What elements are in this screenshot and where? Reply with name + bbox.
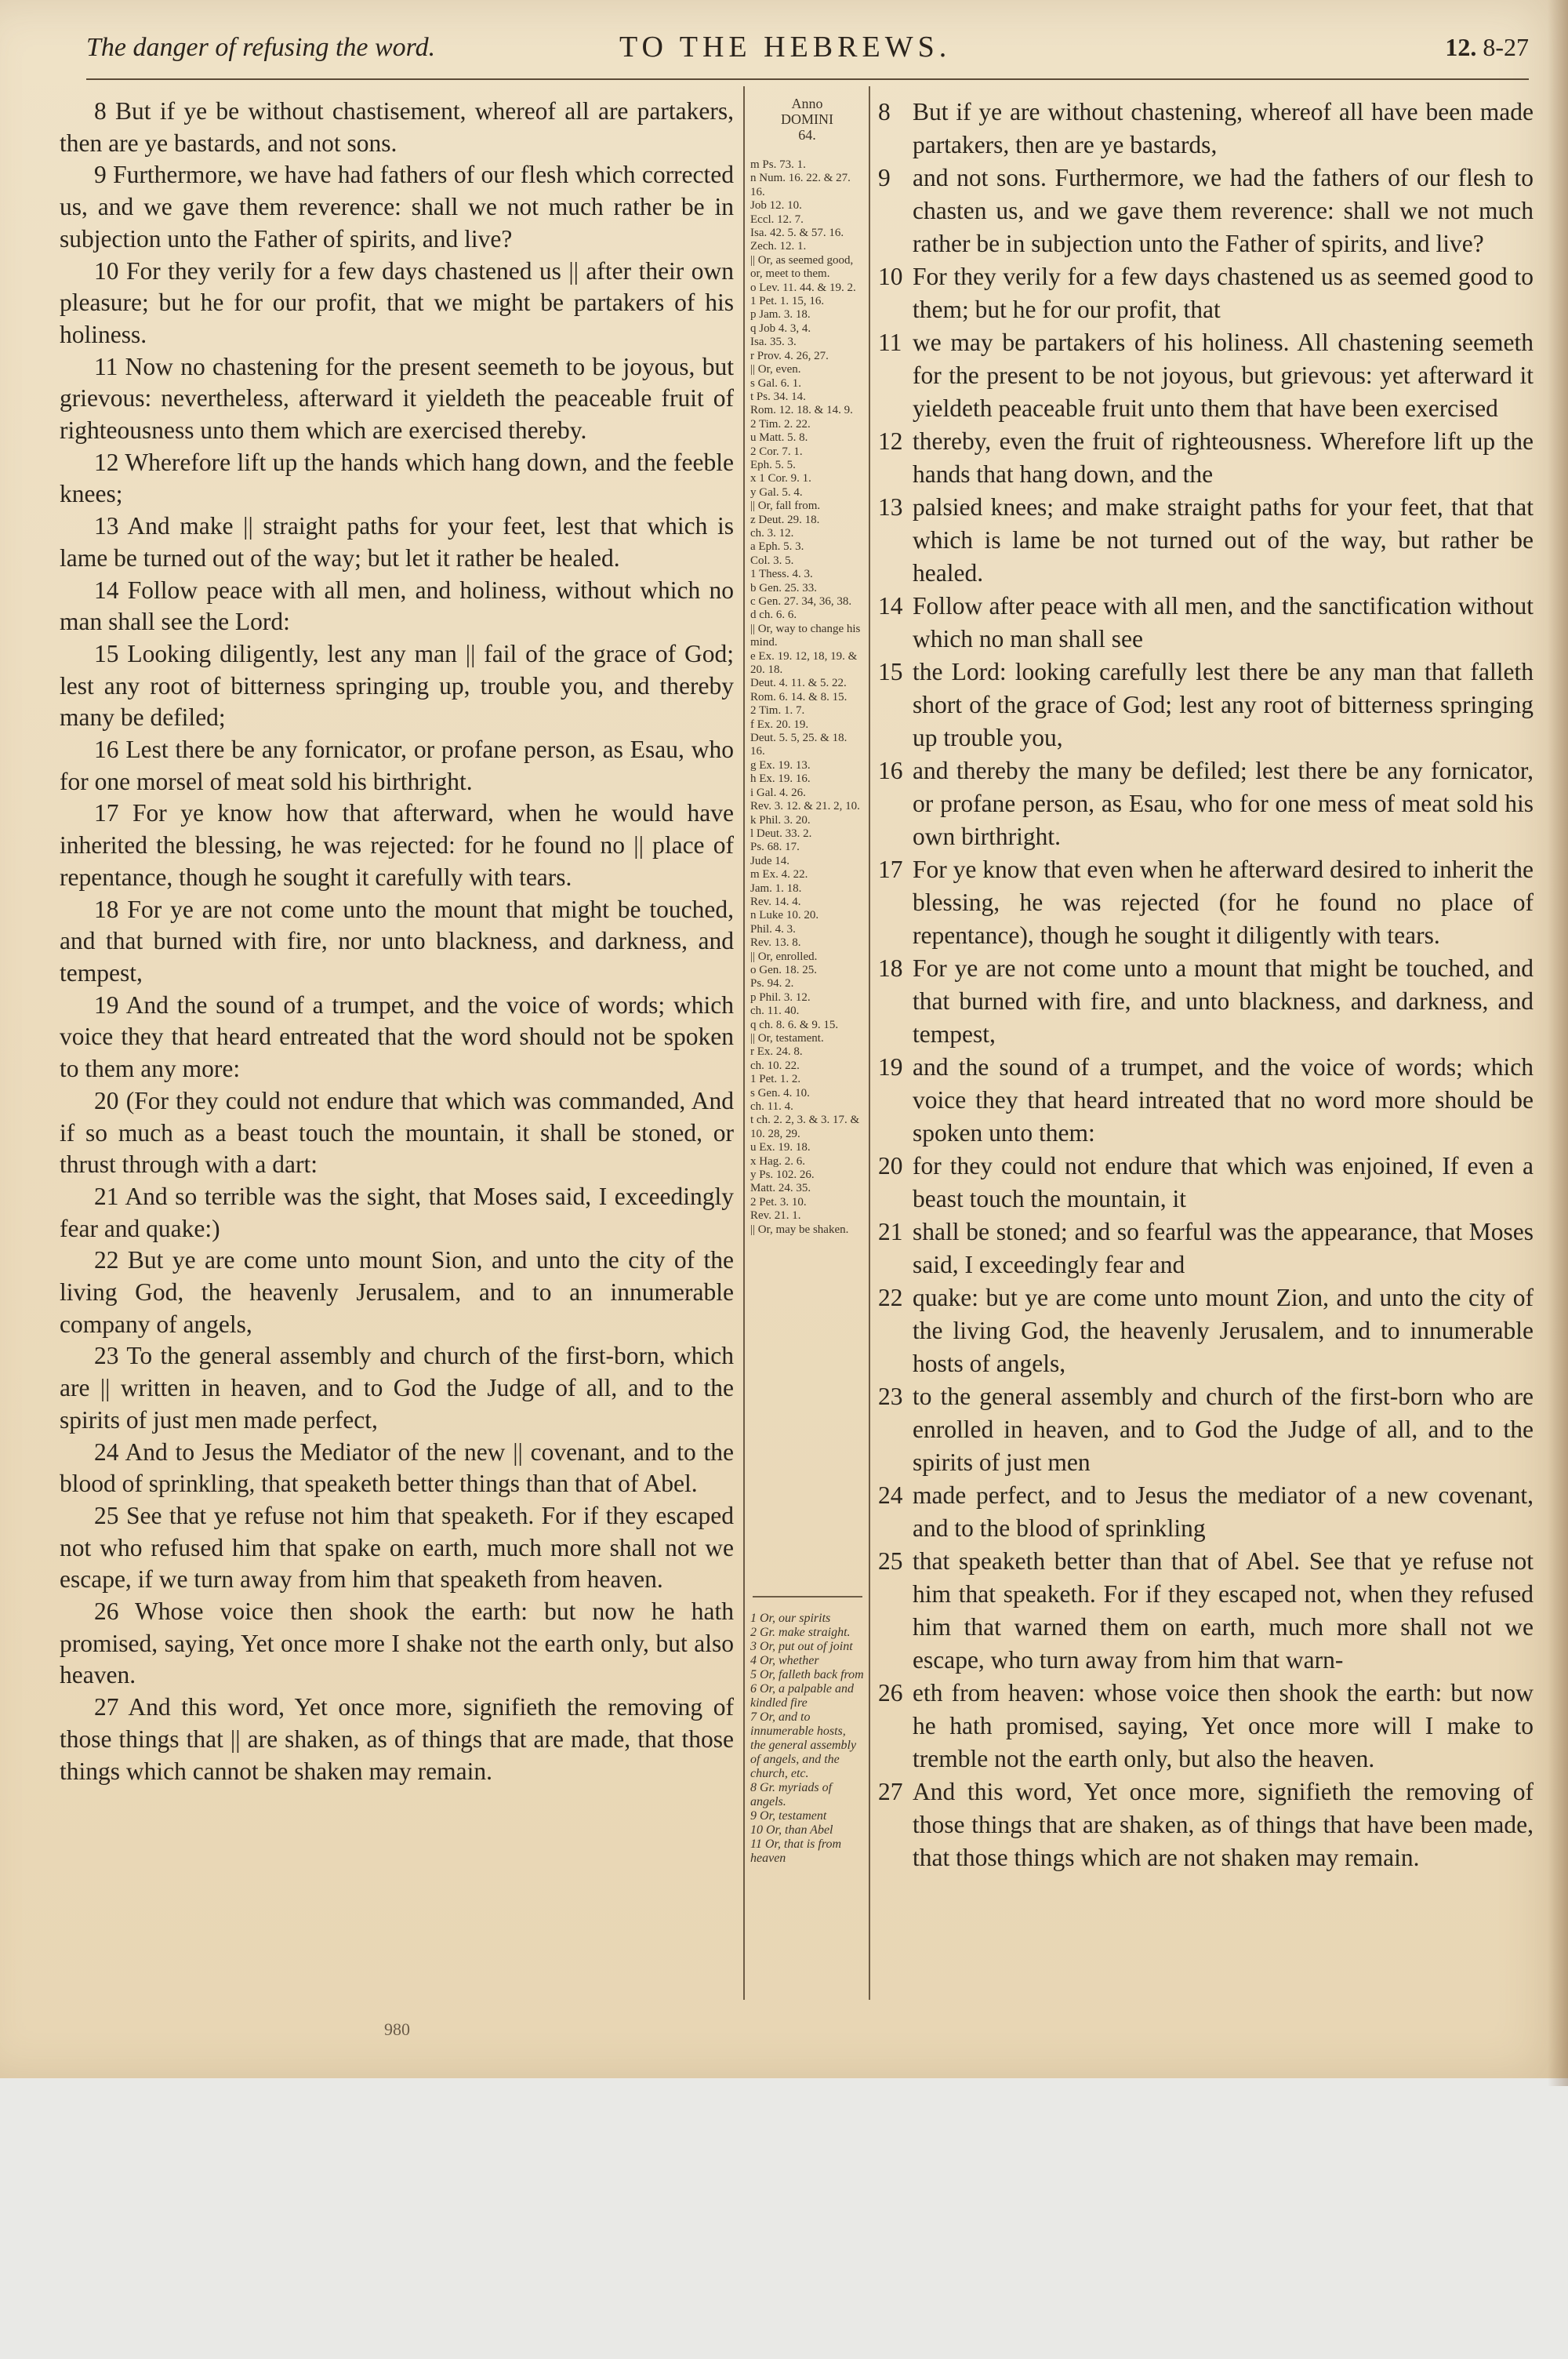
cross-reference: Col. 3. 5. [750, 554, 794, 567]
verse-number: 16 [878, 757, 903, 784]
cross-reference: f Ex. 20. 19. [750, 718, 809, 731]
anno-label: Anno [791, 96, 823, 111]
verse-av: 18 For ye are not come unto the mount that might be touched, and that burned with fire, nor unto blackness, and darkness, and tempest, [60, 895, 734, 987]
footnote: 11 Or, that is from heaven [750, 1837, 842, 1865]
cross-reference: Deut. 4. 11. & 5. 22. [750, 677, 847, 690]
cross-reference: m Ps. 73. 1. [750, 158, 806, 171]
verse-rv [878, 1051, 1534, 1150]
cross-reference: Isa. 35. 3. [750, 336, 797, 349]
column-divider-right [869, 86, 870, 2000]
verse-text: to the general assembly and church of the first-born who are enrolled in heaven, and to God the Judge of all, and to the spirits of just men [913, 1383, 1534, 1476]
verse-number: 24 [878, 1481, 903, 1509]
footnote: 8 Gr. myriads of angels. [750, 1781, 833, 1808]
verse-text: thereby, even the fruit of righteousness. Wherefore lift up the hands that hang down, and the [913, 427, 1534, 488]
verse-rv [878, 754, 1534, 853]
verse-av: 23 To the general assembly and church of the first-born, which are || written in heaven, and to God the Judge of all, and to the spirits of just men made perfect, [60, 1342, 734, 1434]
verse-number: 13 [878, 493, 903, 521]
page-edge [1548, 0, 1568, 2086]
cross-reference: p Phil. 3. 12. [750, 990, 811, 1004]
verse-rv [878, 952, 1534, 1051]
cross-reference: Isa. 42. 5. & 57. 16. [750, 227, 844, 240]
cross-reference: b Gen. 25. 33. [750, 581, 817, 594]
verse-rv [878, 1776, 1534, 1874]
cross-reference: Deut. 5. 5, 25. & 18. 16. [750, 732, 848, 758]
cross-reference: p Jam. 3. 18. [750, 308, 811, 322]
verse-number: 22 [878, 1284, 903, 1311]
cross-reference: o Lev. 11. 44. & 19. 2. [750, 281, 856, 294]
verse-number: 19 [878, 1053, 903, 1081]
cross-reference: Rev. 13. 8. [750, 936, 801, 950]
cross-reference: t Ps. 34. 14. [750, 390, 806, 403]
verse-number: 23 [878, 1383, 903, 1410]
verse-text: the Lord: looking carefully lest there be any man that falleth short of the grace of God; lest any root of bitterness springing up trouble you, [913, 658, 1534, 751]
cross-reference: Rom. 6. 14. & 8. 15. [750, 690, 848, 703]
anno-year: 64. [798, 127, 816, 143]
cross-reference: || Or, way to change his mind. [750, 622, 861, 649]
anno-domini [750, 96, 864, 143]
verse-text: for they could not endure that which was enjoined, If even a beast touch the mountain, it [913, 1152, 1534, 1212]
verse-rv [878, 1545, 1534, 1677]
authorized-version-column [60, 96, 734, 1787]
verse-av: 21 And so terrible was the sight, that Moses said, I exceedingly fear and quake:) [60, 1182, 734, 1242]
verse-av: 14 Follow peace with all men, and holiness, without which no man shall see the Lord: [60, 576, 734, 636]
verse-text: shall be stoned; and so fearful was the appearance, that Moses said, I exceedingly fear and [913, 1218, 1534, 1278]
footnote: 9 Or, testament [750, 1809, 827, 1823]
verse-rv [878, 96, 1534, 162]
cross-reference: 1 Pet. 1. 15, 16. [750, 295, 825, 308]
verse-rv [878, 1216, 1534, 1281]
cross-reference: q ch. 8. 6. & 9. 15. [750, 1018, 839, 1031]
revised-version-footnotes [750, 1612, 864, 1866]
verse-number: 26 [878, 1679, 903, 1707]
verse-av: 25 See that ye refuse not him that speaketh. For if they escaped not who refused him that spake on earth, much more shall not we escape, if we turn away from him that speaketh from heaven. [60, 1501, 734, 1594]
cross-reference: ch. 10. 22. [750, 1059, 800, 1072]
verse-rv [878, 326, 1534, 425]
verse-number: 9 [878, 164, 891, 191]
verse-number: 20 [878, 1152, 903, 1180]
cross-reference: g Ex. 19. 13. [750, 758, 811, 772]
cross-reference: ch. 11. 40. [750, 1005, 800, 1018]
verse-number: 21 [878, 1218, 903, 1245]
verse-text: and thereby the many be defiled; lest there be any fornicator, or profane person, as Esau, who for one mess of meat sold his own birthright. [913, 757, 1534, 850]
cross-reference: Eccl. 12. 7. [750, 213, 804, 226]
cross-reference: 1 Thess. 4. 3. [750, 568, 813, 581]
cross-reference: ch. 11. 4. [750, 1100, 793, 1114]
verse-number: 18 [878, 954, 903, 982]
cross-reference: i Gal. 4. 26. [750, 786, 806, 799]
cross-reference: Rom. 12. 18. & 14. 9. [750, 404, 853, 417]
cross-reference: r Ex. 24. 8. [750, 1045, 803, 1059]
verse-av: 10 For they verily for a few days chastened us || after their own pleasure; but he for our profit, that we might be partakers of his holiness. [60, 256, 734, 348]
verse-av: 19 And the sound of a trumpet, and the voice of words; which voice they that heard entreated that the word should not be spoken to them any more: [60, 990, 734, 1083]
cross-reference: c Gen. 27. 34, 36, 38. [750, 595, 852, 608]
cross-reference: Rev. 14. 4. [750, 895, 801, 908]
cross-reference: 1 Pet. 1. 2. [750, 1073, 801, 1086]
verse-text: For ye know that even when he afterward desired to inherit the blessing, he was rejected (for he found no place of repentance), though he sought it diligently with tears. [913, 856, 1534, 949]
cross-reference: o Gen. 18. 25. [750, 963, 817, 976]
cross-reference: 2 Pet. 3. 10. [750, 1195, 807, 1209]
verse-rv [878, 1380, 1534, 1479]
cross-reference: x Hag. 2. 6. [750, 1154, 805, 1168]
cross-reference: y Gal. 5. 4. [750, 485, 803, 499]
verse-av: 17 For ye know how that afterward, when he would have inherited the blessing, he was rejected: for he found no || place of repentance, though he sought it carefully with tears. [60, 799, 734, 891]
cross-reference: Rev. 3. 12. & 21. 2, 10. [750, 800, 860, 813]
cross-reference: x 1 Cor. 9. 1. [750, 472, 811, 485]
verse-av: 13 And make || straight paths for your feet, lest that which is lame be turned out of the way; but let it rather be healed. [60, 512, 734, 572]
verse-av: 16 Lest there be any fornicator, or profane person, as Esau, who for one morsel of meat sold his birthright. [60, 736, 734, 795]
cross-reference: h Ex. 19. 16. [750, 772, 811, 786]
footnotes-rule [753, 1596, 862, 1598]
verse-av: 12 Wherefore lift up the hands which hang down, and the feeble knees; [60, 448, 734, 508]
cross-reference: e Ex. 19. 12, 18, 19. & 20. 18. [750, 649, 858, 677]
verse-rv [878, 491, 1534, 590]
footnote: 1 Or, our spirits [750, 1612, 831, 1625]
verse-rv [878, 260, 1534, 326]
verse-number: 11 [878, 329, 902, 356]
cross-reference: u Ex. 19. 18. [750, 1141, 811, 1154]
verse-number: 17 [878, 856, 903, 883]
cross-reference: 2 Cor. 7. 1. [750, 445, 803, 458]
cross-reference: d ch. 6. 6. [750, 609, 797, 622]
cross-reference: Job 12. 10. [750, 199, 802, 213]
header-book-title: TO THE HEBREWS. [619, 31, 952, 64]
cross-reference: s Gal. 6. 1. [750, 376, 801, 390]
verse-text: we may be partakers of his holiness. All chastening seemeth for the present to be not joyous, but grievous: yet afterward it yieldeth peaceable fruit unto them that have been exercised [913, 329, 1534, 422]
cross-reference: k Phil. 3. 20. [750, 813, 811, 827]
verse-number: 15 [878, 658, 903, 685]
column-divider-left [743, 86, 745, 2000]
cross-reference: u Matt. 5. 8. [750, 431, 808, 445]
footnote: 6 Or, a palpable and kindled fire [750, 1682, 854, 1710]
cross-reference: l Deut. 33. 2. [750, 827, 812, 840]
cross-reference: q Job 4. 3, 4. [750, 322, 811, 335]
verse-av: 8 But if ye be without chastisement, whereof all are partakers, then are ye bastards, and not sons. [60, 97, 734, 157]
cross-reference: r Prov. 4. 26, 27. [750, 349, 829, 362]
footnote: 4 Or, whether [750, 1654, 819, 1667]
cross-reference: a Eph. 5. 3. [750, 540, 804, 554]
cross-reference: 2 Tim. 1. 7. [750, 704, 805, 718]
verse-av: 27 And this word, Yet once more, signifieth the removing of those things that || are shaken, as of things that are made, that those things which cannot be shaken may remain. [60, 1693, 734, 1785]
footnote: 10 Or, than Abel [750, 1823, 833, 1837]
verse-text: Follow after peace with all men, and the sanctification without which no man shall see [913, 592, 1534, 652]
cross-reference: n Num. 16. 22. & 27. 16. [750, 172, 851, 198]
verse-rv [878, 425, 1534, 491]
verse-rv [878, 1479, 1534, 1545]
header-section-title: The danger of refusing the word. [86, 33, 436, 62]
verse-av: 24 And to Jesus the Mediator of the new || covenant, and to the blood of sprinkling, that speaketh better things than that of Abel. [60, 1438, 734, 1498]
verse-text: quake: but ye are come unto mount Zion, and unto the city of the living God, the heavenly Jerusalem, and to innumerable hosts of angels, [913, 1284, 1534, 1377]
cross-reference: || Or, enrolled. [750, 950, 818, 963]
footnote: 2 Gr. make straight. [750, 1626, 851, 1639]
footnote: 7 Or, and to innumerable hosts, the general assembly of angels, and the church, etc. [750, 1710, 857, 1780]
verse-rv [878, 1677, 1534, 1776]
verse-rv [878, 656, 1534, 754]
cross-reference: || Or, may be shaken. [750, 1223, 849, 1236]
verse-number: 27 [878, 1778, 903, 1805]
cross-reference: 2 Tim. 2. 22. [750, 417, 811, 431]
revised-version-column [878, 96, 1534, 1874]
verse-av: 15 Looking diligently, lest any man || fail of the grace of God; lest any root of bitterness springing up, trouble you, and thereby many be defiled; [60, 639, 734, 732]
verse-av: 22 But ye are come unto mount Sion, and unto the city of the living God, the heavenly Jerusalem, and to an innumerable company of angels, [60, 1246, 734, 1338]
verse-text: made perfect, and to Jesus the mediator of a new covenant, and to the blood of sprinkling [913, 1481, 1534, 1542]
header-rule [86, 78, 1529, 80]
cross-reference: || Or, fall from. [750, 500, 821, 513]
verse-text: For ye are not come unto a mount that might be touched, and that burned with fire, and unto blackness, and darkness, and tempest, [913, 954, 1534, 1048]
reference-list [750, 158, 864, 1237]
cross-reference: || Or, testament. [750, 1032, 824, 1045]
footnote: 5 Or, falleth back from [750, 1668, 864, 1681]
verse-text: and the sound of a trumpet, and the voice of words; which voice they that heard intreated that no word more should be spoken unto them: [913, 1053, 1534, 1147]
footnote: 3 Or, put out of joint [750, 1640, 853, 1653]
cross-reference: s Gen. 4. 10. [750, 1086, 810, 1100]
verse-rv [878, 162, 1534, 260]
cross-reference: || Or, as seemed good, or, meet to them. [750, 253, 854, 281]
verse-rv [878, 590, 1534, 656]
cross-reference: ch. 3. 12. [750, 526, 794, 540]
cross-reference: Eph. 5. 5. [750, 458, 796, 471]
verse-av: 11 Now no chastening for the present seemeth to be joyous, but grievous: nevertheless, afterward it yieldeth the peaceable fruit of righteousness unto them which are exercised thereby. [60, 352, 734, 445]
verse-av: 20 (For they could not endure that which was commanded, And if so much as a beast touch the mountain, it shall be stoned, or thrust through with a dart: [60, 1086, 734, 1179]
cross-reference: Zech. 12. 1. [750, 240, 807, 253]
cross-reference: Jude 14. [750, 854, 789, 867]
header-verses: 8-27 [1483, 33, 1529, 61]
cross-reference: n Luke 10. 20. [750, 909, 819, 922]
verse-av: 26 Whose voice then shook the earth: but now he hath promised, saying, Yet once more I shake not the earth only, but also heaven. [60, 1598, 734, 1689]
verse-number: 10 [878, 263, 903, 290]
verse-av: 9 Furthermore, we have had fathers of our flesh which corrected us, and we gave them reverence: shall we not much rather be in subjection unto the Father of spirits, and live? [60, 161, 734, 253]
verse-number: 25 [878, 1547, 903, 1575]
header-chapter: 12. [1445, 33, 1477, 61]
verse-text: palsied knees; and make straight paths for your feet, that that which is lame be not turned out of the way, but rather be healed. [913, 493, 1534, 587]
cross-reference: Rev. 21. 1. [750, 1209, 801, 1223]
verse-text: And this word, Yet once more, signifieth the removing of those things that are shaken, as of things that have been made, that those things which are not shaken may remain. [913, 1778, 1534, 1871]
verse-text: eth from heaven: whose voice then shook the earth: but now he hath promised, saying, Yet once more will I make to tremble not the earth only, but also the heaven. [913, 1679, 1534, 1772]
cross-reference: t ch. 2. 2, 3. & 3. 17. & 10. 28, 29. [750, 1114, 860, 1140]
cross-reference: Ps. 68. 17. [750, 841, 800, 854]
cross-reference: y Ps. 102. 26. [750, 1169, 815, 1182]
cross-reference: Ps. 94. 2. [750, 977, 794, 990]
verse-text: and not sons. Furthermore, we had the fathers of our flesh to chasten us, and we gave them reverence: shall we not much rather be in subjection unto the Father of spirits, and live? [913, 164, 1534, 257]
verse-text: But if ye are without chastening, whereof all have been made partakers, then are ye bastards, [913, 98, 1534, 158]
verse-rv [878, 1150, 1534, 1216]
verse-rv [878, 853, 1534, 952]
running-header [86, 30, 1529, 77]
verse-number: 8 [878, 98, 891, 125]
cross-reference: || Or, even. [750, 363, 801, 376]
verse-number: 12 [878, 427, 903, 455]
cross-reference: Phil. 4. 3. [750, 922, 796, 936]
cross-reference: z Deut. 29. 18. [750, 513, 820, 526]
domini-label: DOMINI [781, 111, 833, 127]
verse-text: For they verily for a few days chastened us as seemed good to them; but he for our profit, that [913, 263, 1534, 323]
verse-text: that speaketh better than that of Abel. See that ye refuse not him that speaketh. For if they escaped not, when they refused him that warned them on earth, much more shall not we escape, who turn away from him that warn- [913, 1547, 1534, 1674]
cross-reference: Jam. 1. 18. [750, 881, 802, 895]
verse-rv [878, 1281, 1534, 1380]
cross-reference: Matt. 24. 35. [750, 1182, 811, 1195]
page-number: 980 [384, 2019, 410, 2039]
header-chapter-range [1445, 33, 1529, 62]
cross-reference-margin [750, 96, 864, 1237]
verse-number: 14 [878, 592, 903, 620]
cross-reference: m Ex. 4. 22. [750, 868, 808, 881]
